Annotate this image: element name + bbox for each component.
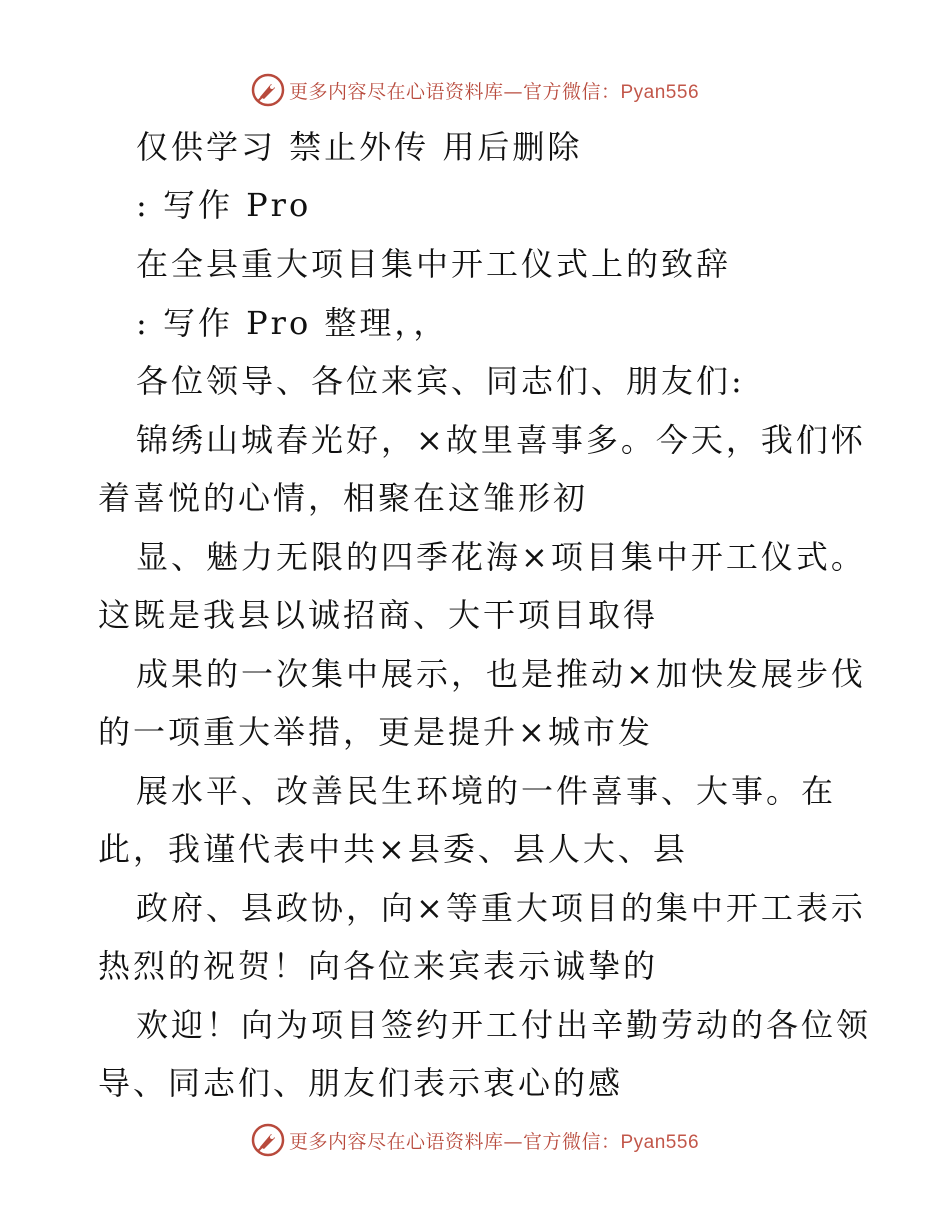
doc-line: 欢迎！向为项目签约开工付出辛勤劳动的各位领 xyxy=(136,1006,872,1044)
doc-line: 导、同志们、朋友们表示衷心的感 xyxy=(98,1064,624,1102)
pen-nib-logo-icon xyxy=(251,1123,285,1157)
doc-line: : 写作 Pro 整理，， xyxy=(136,304,449,342)
doc-salutation: 各位领导、各位来宾、同志们、朋友们: xyxy=(136,362,745,400)
header-watermark xyxy=(0,70,950,110)
doc-line: 热烈的祝贺！向各位来宾表示诚挚的 xyxy=(98,947,659,985)
watermark-text: 更多内容尽在心语资料库—官方微信：Pyan556 xyxy=(288,1130,700,1153)
watermark-text: 更多内容尽在心语资料库—官方微信：Pyan556 xyxy=(288,80,700,103)
doc-line: 展水平、改善民生环境的一件喜事、大事。在 xyxy=(136,772,837,810)
doc-line: 成果的一次集中展示，也是推动×加快发展步伐 xyxy=(136,655,866,693)
doc-line: 锦绣山城春光好，×故里喜事多。今天，我们怀 xyxy=(136,421,866,459)
doc-line: 着喜悦的心情，相聚在这雏形初 xyxy=(98,479,589,517)
doc-line: 仅供学习 禁止外传 用后删除 xyxy=(136,128,583,166)
pen-nib-logo-icon xyxy=(251,73,285,107)
doc-line: : 写作 Pro xyxy=(136,186,312,224)
doc-line: 显、魅力无限的四季花海×项目集中开工仪式。 xyxy=(136,538,866,576)
doc-line: 这既是我县以诚招商、大干项目取得 xyxy=(98,596,659,634)
footer-watermark xyxy=(0,1120,950,1160)
doc-line: 政府、县政协，向×等重大项目的集中开工表示 xyxy=(136,889,866,927)
doc-line: 的一项重大举措，更是提升×城市发 xyxy=(98,713,653,751)
watermark-brand: Pyan556 xyxy=(620,81,700,103)
watermark-brand: Pyan556 xyxy=(620,1131,700,1153)
doc-line: 此，我谨代表中共×县委、县人大、县 xyxy=(98,830,688,868)
doc-title: 在全县重大项目集中开工仪式上的致辞 xyxy=(136,245,732,283)
